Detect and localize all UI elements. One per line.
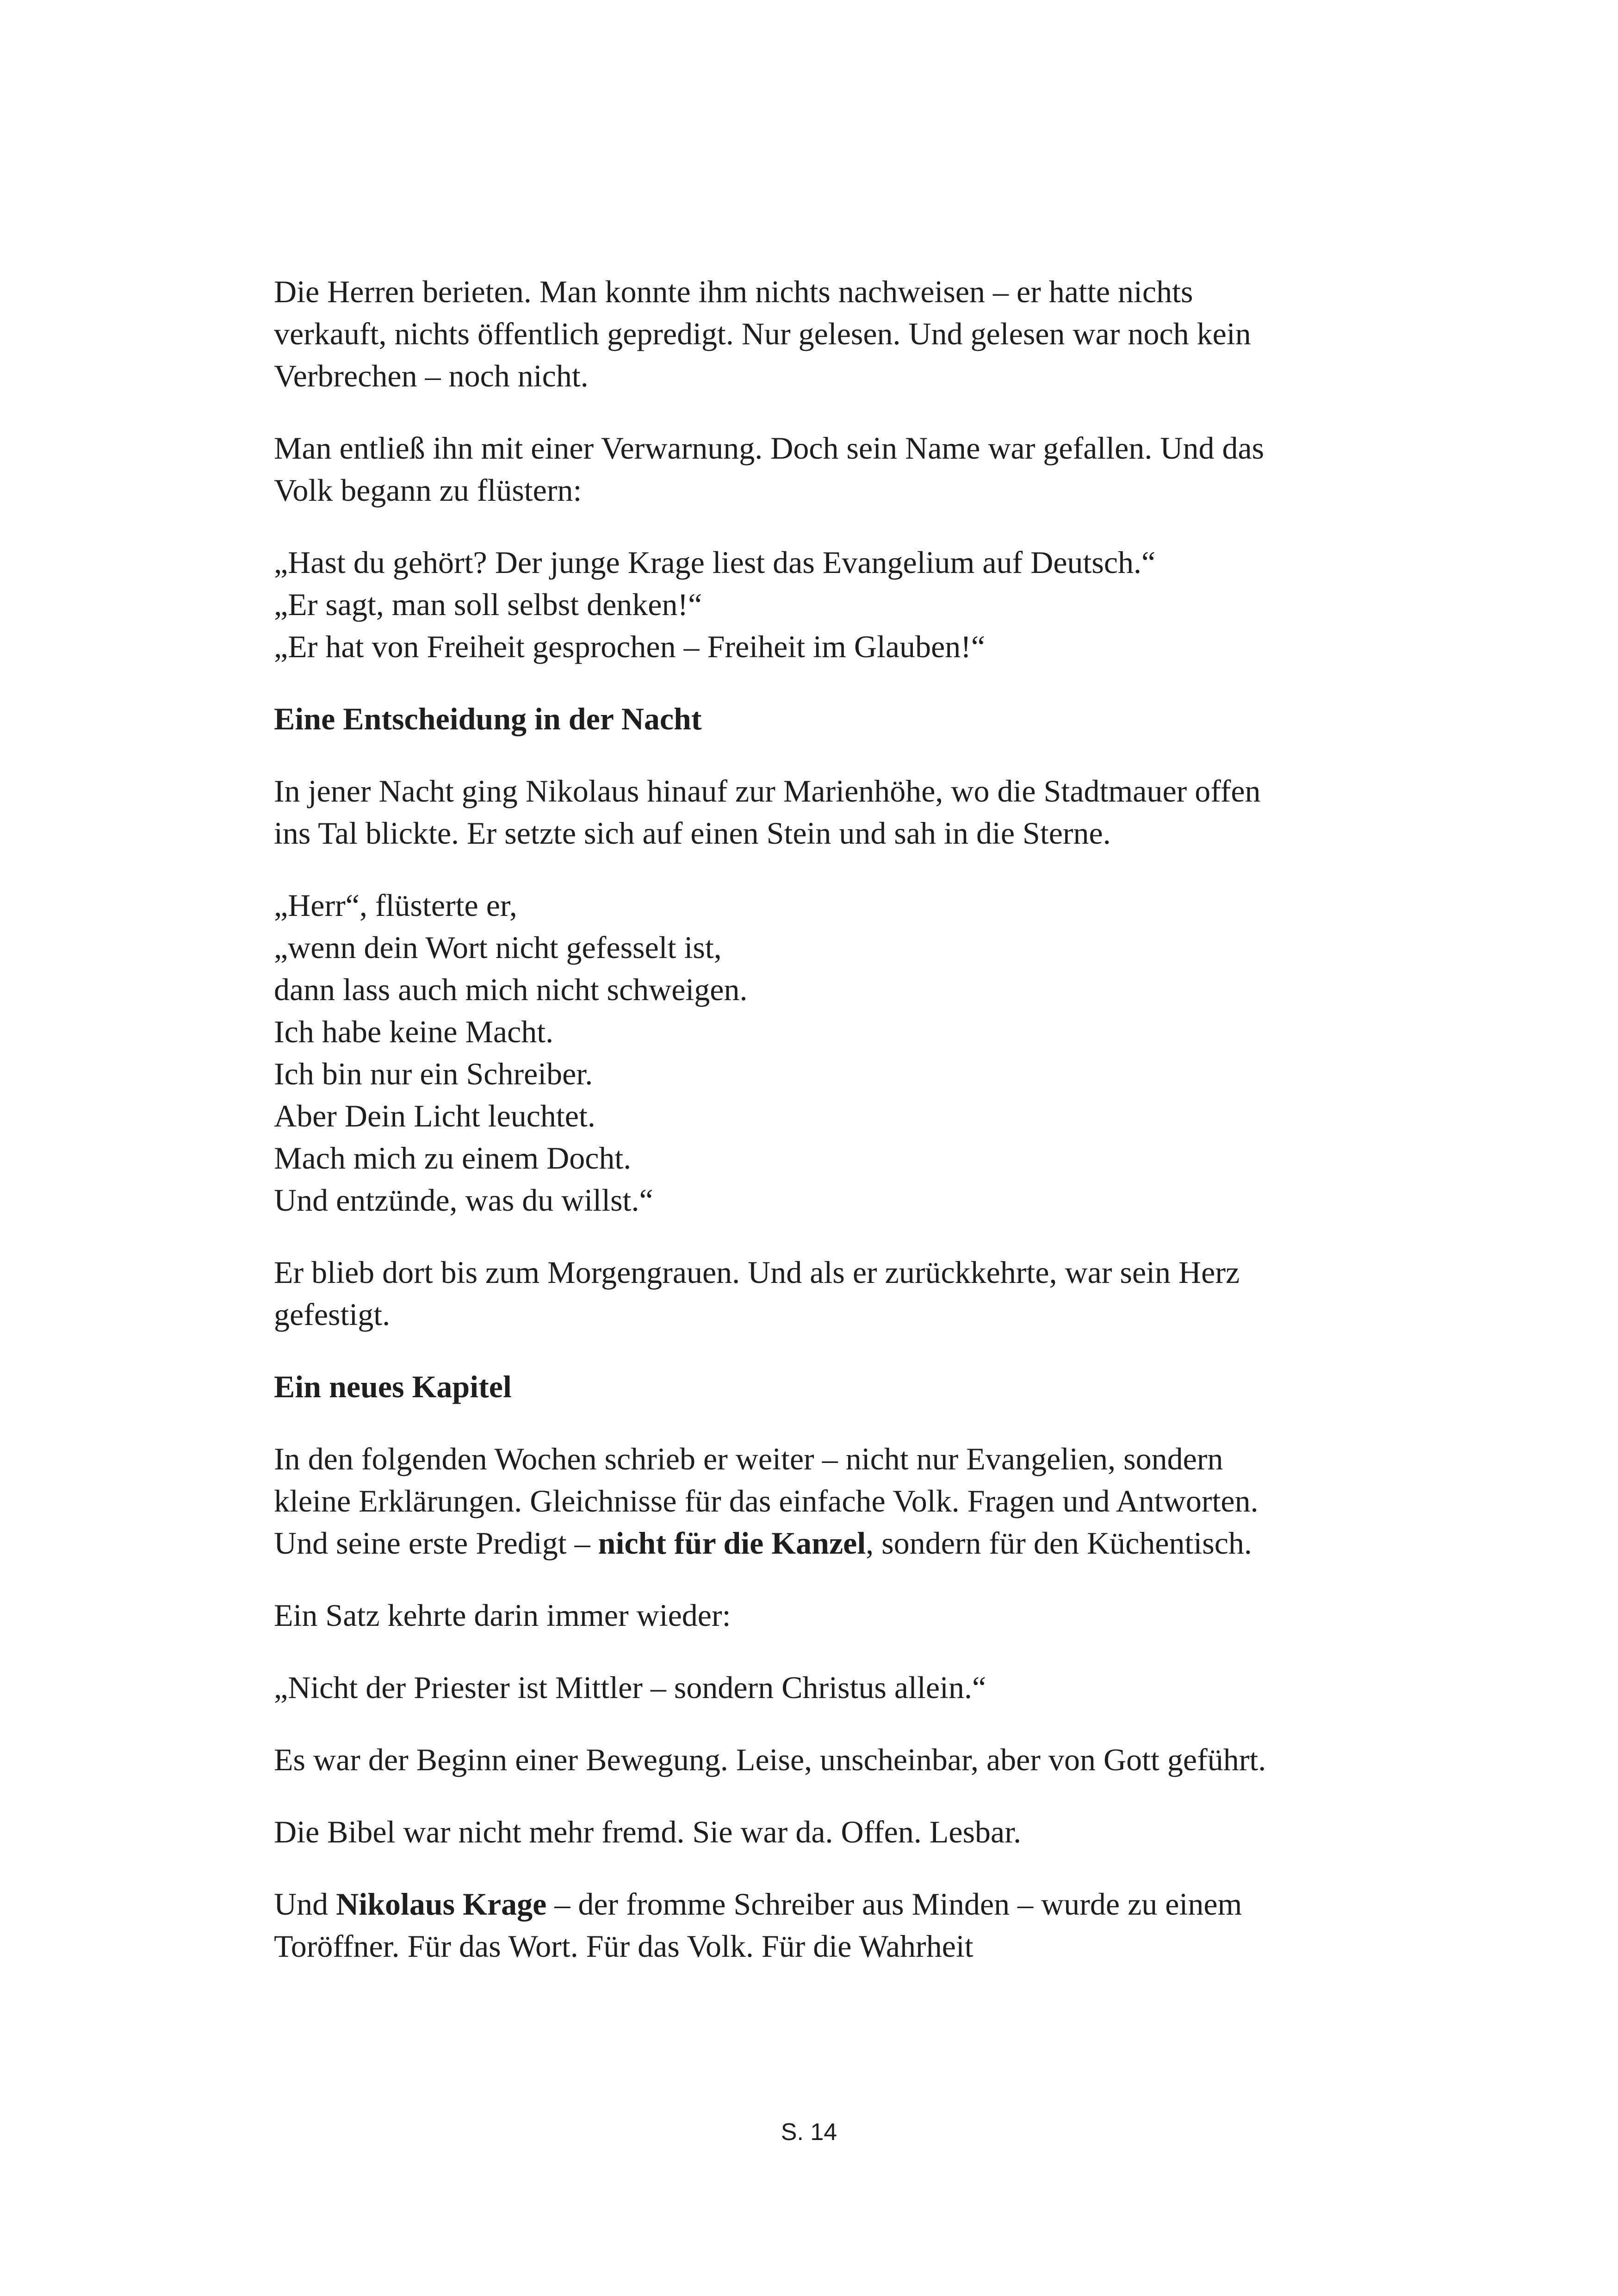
text-line xyxy=(274,1883,1357,1925)
text-line: kleine Erklärungen. Gleichnisse für das einfache Volk. Fragen und Antworten. xyxy=(274,1483,1258,1518)
text-line: verkauft, nichts öffentlich gepredigt. Nur gelesen. Und gelesen war noch kein xyxy=(274,316,1251,351)
paragraph-warning xyxy=(274,427,1357,511)
quote-line: „Er sagt, man soll selbst denken!“ xyxy=(274,587,702,622)
text-line: Die Herren berieten. Man konnte ihm nichts nachweisen – er hatte nichts xyxy=(274,274,1193,309)
text-line: Toröffner. Für das Wort. Für das Volk. Für die Wahrheit xyxy=(274,1929,973,1964)
prayer-line: „wenn dein Wort nicht gefesselt ist, xyxy=(274,930,722,965)
text-fragment: – der fromme Schreiber aus Minden – wurde zu einem xyxy=(546,1886,1242,1922)
paragraph-weeks xyxy=(274,1438,1357,1564)
paragraph-dawn xyxy=(274,1251,1357,1336)
bold-phrase: nicht für die Kanzel xyxy=(598,1525,866,1561)
text-line: In jener Nacht ging Nikolaus hinauf zur Marienhöhe, wo die Stadtmauer offen xyxy=(274,773,1261,809)
text-fragment: Und xyxy=(274,1886,336,1922)
paragraph-sentence: Ein Satz kehrte darin immer wieder: xyxy=(274,1598,731,1633)
quote-line: „Hast du gehört? Der junge Krage liest das Evangelium auf Deutsch.“ xyxy=(274,545,1156,580)
text-line: In den folgenden Wochen schrieb er weiter – nicht nur Evangelien, sondern xyxy=(274,1441,1223,1476)
paragraph-deliberation xyxy=(274,271,1357,397)
paragraph-marienhoehe xyxy=(274,770,1357,854)
text-fragment: , sondern für den Küchentisch. xyxy=(866,1525,1252,1561)
paragraph-door-opener xyxy=(274,1883,1357,1967)
prayer-line: Ich bin nur ein Schreiber. xyxy=(274,1056,593,1091)
text-line: Volk begann zu flüstern: xyxy=(274,473,582,508)
section-heading-new-chapter: Ein neues Kapitel xyxy=(274,1369,512,1404)
bold-name: Nikolaus Krage xyxy=(336,1886,547,1922)
prayer-line: Ich habe keine Macht. xyxy=(274,1014,554,1049)
paragraph-movement: Es war der Beginn einer Bewegung. Leise, unscheinbar, aber von Gott geführt. xyxy=(274,1742,1266,1777)
prayer-line: Mach mich zu einem Docht. xyxy=(274,1140,632,1176)
section-heading-decision: Eine Entscheidung in der Nacht xyxy=(274,701,702,736)
page-number: S. 14 xyxy=(781,2119,837,2146)
quote-line: „Er hat von Freiheit gesprochen – Freiheit im Glauben!“ xyxy=(274,629,986,664)
text-line: Man entließ ihn mit einer Verwarnung. Doch sein Name war gefallen. Und das xyxy=(274,430,1265,466)
text-line: Verbrechen – noch nicht. xyxy=(274,358,589,393)
text-line: Er blieb dort bis zum Morgengrauen. Und als er zurückkehrte, war sein Herz xyxy=(274,1255,1240,1290)
prayer-line: Aber Dein Licht leuchtet. xyxy=(274,1098,595,1133)
text-line: ins Tal blickte. Er setzte sich auf einen Stein und sah in die Sterne. xyxy=(274,815,1111,851)
page-body xyxy=(274,271,1357,1997)
paragraph-christ-quote: „Nicht der Priester ist Mittler – sondern Christus allein.“ xyxy=(274,1670,986,1705)
prayer-line: dann lass auch mich nicht schweigen. xyxy=(274,972,748,1007)
text-fragment: Und seine erste Predigt – xyxy=(274,1525,598,1561)
prayer-line: Und entzünde, was du willst.“ xyxy=(274,1182,653,1218)
prayer-line: „Herr“, flüsterte er, xyxy=(274,888,517,923)
paragraph-whispers xyxy=(274,541,1357,668)
paragraph-prayer xyxy=(274,884,1357,1221)
text-line xyxy=(274,1522,1357,1564)
text-line: gefestigt. xyxy=(274,1297,391,1332)
paragraph-bible: Die Bibel war nicht mehr fremd. Sie war da. Offen. Lesbar. xyxy=(274,1814,1022,1849)
